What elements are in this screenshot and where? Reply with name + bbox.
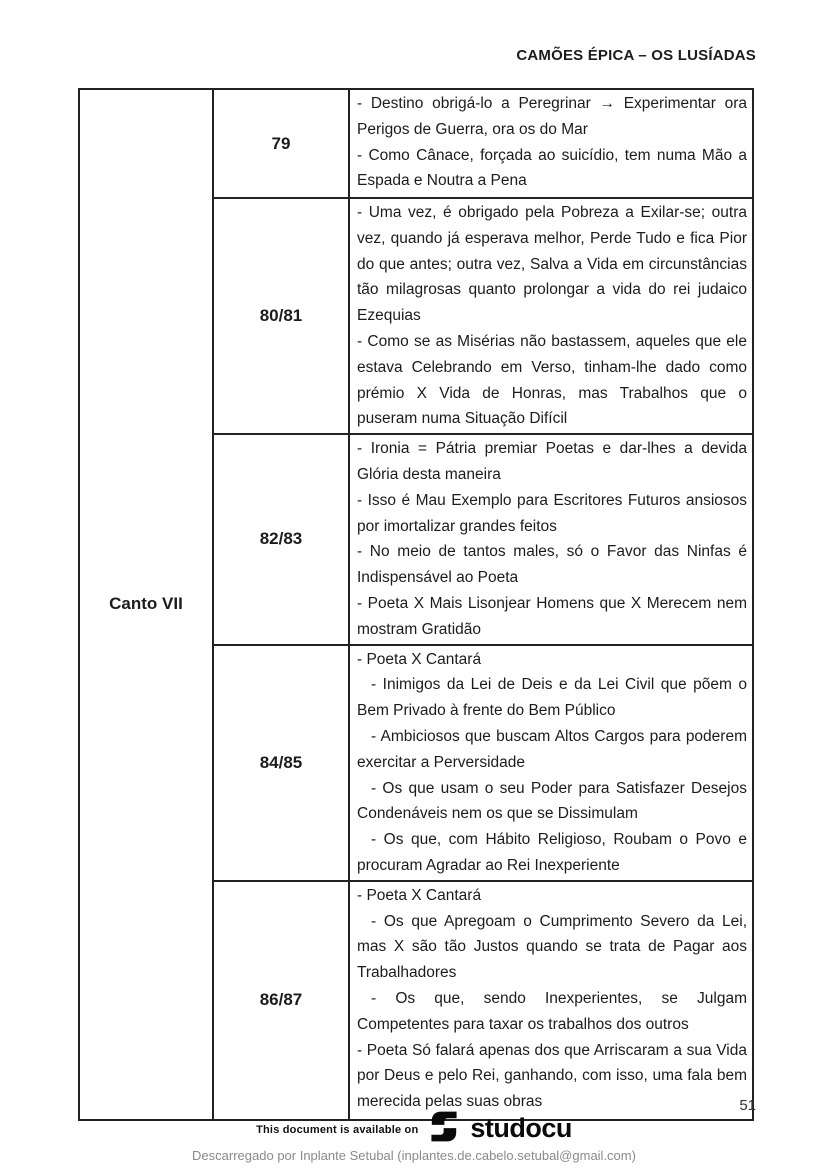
stanza-number: 79	[213, 89, 349, 198]
note-item: - Poeta Só falará apenas dos que Arriscaram a sua Vida por Deus e pelo Rei, ganhando, com isso, uma fala bem merecida pelas suas obras	[357, 1041, 747, 1111]
page-number: 51	[739, 1097, 756, 1114]
stanza-number: 80/81	[213, 198, 349, 434]
note-item: - Poeta X Mais Lisonjear Homens que X Merecem nem mostram Gratidão	[357, 594, 747, 638]
document-title: CAMÕES ÉPICA – OS LUSÍADAS	[516, 47, 756, 64]
note-item: - Como Cânace, forçada ao suicídio, tem numa Mão a Espada e Noutra a Pena	[357, 146, 747, 190]
note-item: - Como se as Misérias não bastassem, aqueles que ele estava Celebrando em Verso, tinham-lhe dado como prémio X Vida de Honras, mas Trabalhos que o puseram numa Situação Difícil	[357, 332, 747, 428]
stanza-notes	[349, 89, 753, 198]
note-item: - Destino obrigá-lo a Peregrinar → Experimentar ora Perigos de Guerra, ora os do Mar	[357, 95, 747, 138]
note-item: - Ironia = Pátria premiar Poetas e dar-lhes a devida Glória desta maneira	[357, 440, 747, 483]
stanza-notes	[349, 645, 753, 881]
studocu-brand-link[interactable]	[0, 1106, 828, 1148]
note-item: - No meio de tantos males, só o Favor das Ninfas é Indispensável ao Poeta	[357, 543, 747, 587]
note-item: - Os que Apregoam o Cumprimento Severo da Lei, mas X são tão Justos quando se trata de Pagar aos Trabalhadores	[357, 912, 747, 982]
note-item: - Isso é Mau Exemplo para Escritores Futuros ansiosos por imortalizar grandes feitos	[357, 491, 747, 535]
stanza-notes	[349, 881, 753, 1120]
table-row	[79, 89, 753, 198]
note-item: - Os que usam o seu Poder para Satisfazer Desejos Condenáveis nem os que se Dissimulam	[357, 779, 747, 823]
stanza-number: 82/83	[213, 434, 349, 644]
note-item: - Os que, sendo Inexperientes, se Julgam Competentes para taxar os trabalhos dos outros	[357, 989, 747, 1033]
content-table	[78, 88, 754, 1121]
note-item: - Os que, com Hábito Religioso, Roubam o Povo e procuram Agradar ao Rei Inexperiente	[357, 831, 747, 874]
note-item: - Uma vez, é obrigado pela Pobreza a Exilar-se; outra vez, quando já esperava melhor, Perde Tudo e fica Pior do que antes; outra vez, Salva a Vida em circunstâncias tão milagrosas quanto prolongar a vida do rei judaico Ezequias	[357, 204, 747, 325]
note-item: - Inimigos da Lei de Deis e da Lei Civil que põem o Bem Privado à frente do Bem Público	[357, 676, 747, 720]
studocu-brand-name: studocu	[470, 1112, 572, 1143]
canto-label: Canto VII	[79, 89, 213, 1120]
availability-label: This document is available on	[256, 1124, 419, 1136]
stanza-number: 86/87	[213, 881, 349, 1120]
download-note: Descarregado por Inplante Setubal (inplantes.de.cabelo.setubal@gmail.com)	[192, 1148, 636, 1163]
stanza-notes	[349, 198, 753, 434]
studocu-logo-icon	[429, 1106, 459, 1148]
stanza-notes	[349, 434, 753, 644]
stanza-number: 84/85	[213, 645, 349, 881]
note-item: - Poeta X Cantará	[357, 650, 482, 668]
note-item: - Ambiciosos que buscam Altos Cargos para poderem exercitar a Perversidade	[357, 727, 747, 771]
note-item: - Poeta X Cantará	[357, 886, 482, 904]
